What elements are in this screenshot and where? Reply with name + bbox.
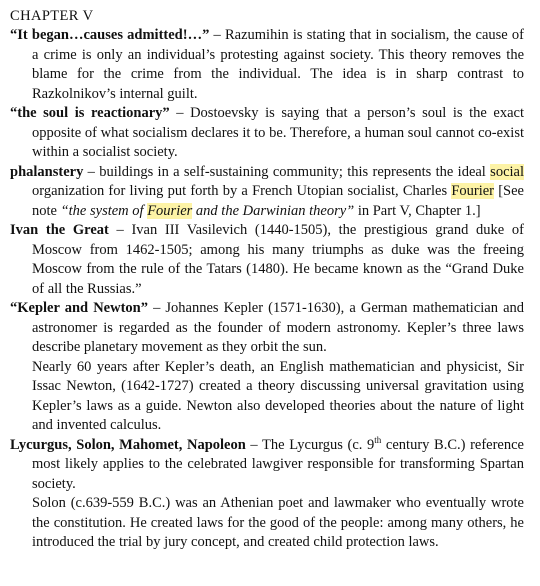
entry-term: Lycurgus, Solon, Mahomet, Napoleon [10,436,246,453]
glossary-entry [10,163,524,222]
italic-reference: “the system of [60,202,148,219]
highlighted-word: social [490,163,524,180]
glossary-entry [10,436,524,495]
entry-text: – buildings in a self-sustaining community; this represents the ideal [83,163,491,180]
glossary-entry [10,299,524,358]
superscript: th [374,434,382,445]
entry-term: Ivan the Great [10,222,109,238]
entry-text: – Ivan III Vasilevich (1440-1505), the prestigious grand duke of Moscow from 1462-1505; among his many triumphs as duke was the freeing Moscow from the rule of the Tatars (1480). He became known as the “Grand Duke of all the Russias.” [32,222,524,297]
entry-text: organization for living put forth by a French Utopian socialist, Charles [32,183,452,199]
entry-text: century B.C.) reference most likely applies to the celebrated lawgiver responsible for transforming Spartan society. [32,436,524,492]
chapter-heading: CHAPTER V [10,8,94,24]
entry-text: [See note [32,183,524,219]
entry-text: – The Lycurgus (c. 9 [245,436,375,453]
entry-term: “Kepler and Newton” [10,300,148,316]
glossary-entry [10,221,524,299]
entry-term: “the soul is reactionary” [10,105,170,121]
glossary-entry [10,26,524,104]
entry-text: in Part V, Chapter 1.] [354,202,481,219]
entry-term: “It began…causes admitted!…” [10,27,210,43]
entry-text: – Dostoevsky is saying that a person’s soul is the exact opposite of what socialism declares it to be. Therefore, a human soul cannot co-exist within a socialist society. [32,105,525,160]
entry-term: phalanstery [10,163,84,180]
entry-continuation: Nearly 60 years after Kepler’s death, an English mathematician and physicist, Sir Issac Newton, (1642-1727) created a theory discussing universal gravitation using Kepler’s laws as a guide. Newton also developed theories about the nature of light and invented calculus. [32,358,524,433]
entry-text: – Johannes Kepler (1571-1630), a German mathematician and astronomer is regarded as the founder of modern astronomy. Kepler’s three laws describe planetary movement as they orbit the sun. [32,300,524,355]
highlighted-word: Fourier [147,202,193,219]
italic-reference: and the Darwinian theory” [192,202,355,219]
entry-continuation: Solon (c.639-559 B.C.) was an Athenian poet and lawmaker who eventually wrote the constitution. He created laws for the good of the people: among many others, he introduced the trial by jury concept, and created child protection laws. [32,495,524,550]
entry-text: – Razumihin is stating that in socialism, the cause of a crime is only an individual’s protesting against society. This theory removes the blame for the crime from the individual. The idea is in sharp contrast to Razkolnikov’s internal guilt. [32,27,524,102]
highlighted-word: Fourier [451,183,495,199]
glossary-entry [10,104,524,163]
